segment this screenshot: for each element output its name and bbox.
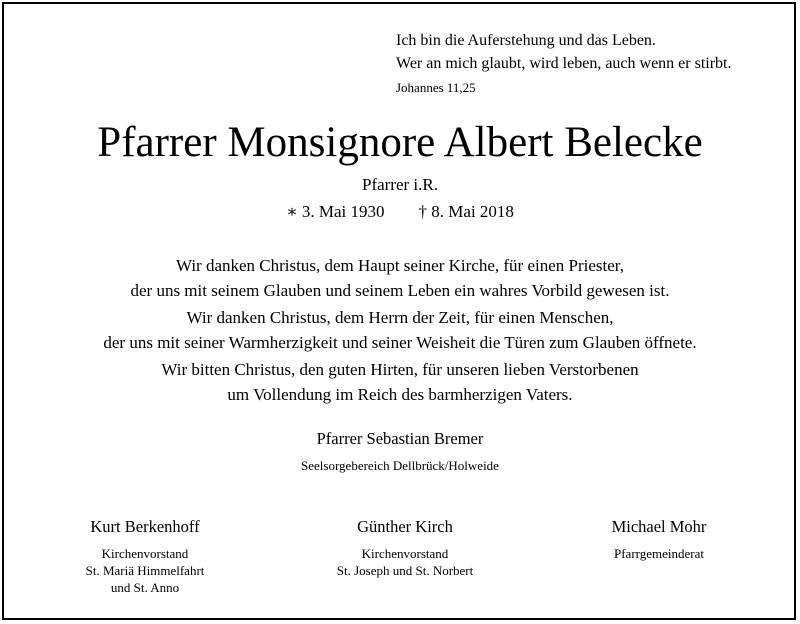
signatory-name: Michael Mohr bbox=[611, 517, 707, 536]
signatory-berkenhoff bbox=[25, 517, 265, 596]
prayer-paragraph-3 bbox=[0, 358, 800, 407]
signatory-role: Kirchenvorstand bbox=[361, 546, 449, 561]
death-date: † 8. Mai 2018 bbox=[418, 202, 514, 221]
life-dates bbox=[0, 202, 800, 222]
prayer-text bbox=[0, 254, 800, 410]
prayer-line: Wir danken Christus, dem Haupt seiner Kirche, für einen Priester, bbox=[175, 256, 625, 275]
signatory-name: Kurt Berkenhoff bbox=[90, 517, 200, 536]
signatory-role: Pfarrgemeinderat bbox=[614, 546, 704, 561]
signatory-mohr bbox=[539, 517, 779, 562]
prayer-line: um Vollendung im Reich des barmherzigen Vaters. bbox=[227, 384, 573, 404]
birth-date: ∗ 3. Mai 1930 bbox=[286, 202, 385, 221]
prayer-line: der uns mit seiner Warmherzigkeit und seiner Weisheit die Türen zum Glauben öffnete. bbox=[103, 332, 697, 352]
verse-line-2: Wer an mich glaubt, wird leben, auch wenn er stirbt. bbox=[396, 55, 732, 72]
verse-line-1: Ich bin die Auferstehung und das Leben. bbox=[396, 32, 656, 49]
signatory-name: Günther Kirch bbox=[357, 517, 453, 536]
priest-name: Pfarrer Sebastian Bremer bbox=[316, 429, 484, 448]
signatory-parish: St. Mariä Himmelfahrt bbox=[85, 563, 205, 578]
signatory-role: Kirchenvorstand bbox=[101, 546, 189, 561]
bible-verse bbox=[396, 29, 796, 96]
pastoral-area: Seelsorgebereich Dellbrück/Holweide bbox=[301, 458, 499, 473]
prayer-line: der uns mit seinem Glauben und seinem Leben ein wahres Vorbild gewesen ist. bbox=[130, 280, 670, 300]
signatory-parish: St. Joseph und St. Norbert bbox=[336, 563, 474, 578]
prayer-paragraph-1 bbox=[0, 254, 800, 303]
prayer-line: Wir bitten Christus, den guten Hirten, für unseren lieben Verstorbenen bbox=[161, 360, 639, 379]
deceased-name: Pfarrer Monsignore Albert Belecke bbox=[97, 119, 703, 166]
prayer-line: Wir danken Christus, dem Herrn der Zeit, für einen Menschen, bbox=[186, 308, 614, 327]
verse-reference: Johannes 11,25 bbox=[396, 80, 476, 95]
deceased-title: Pfarrer i.R. bbox=[361, 175, 438, 194]
signatory-kirch bbox=[285, 517, 525, 579]
prayer-paragraph-2 bbox=[0, 306, 800, 355]
signatory-parish: und St. Anno bbox=[110, 580, 180, 595]
